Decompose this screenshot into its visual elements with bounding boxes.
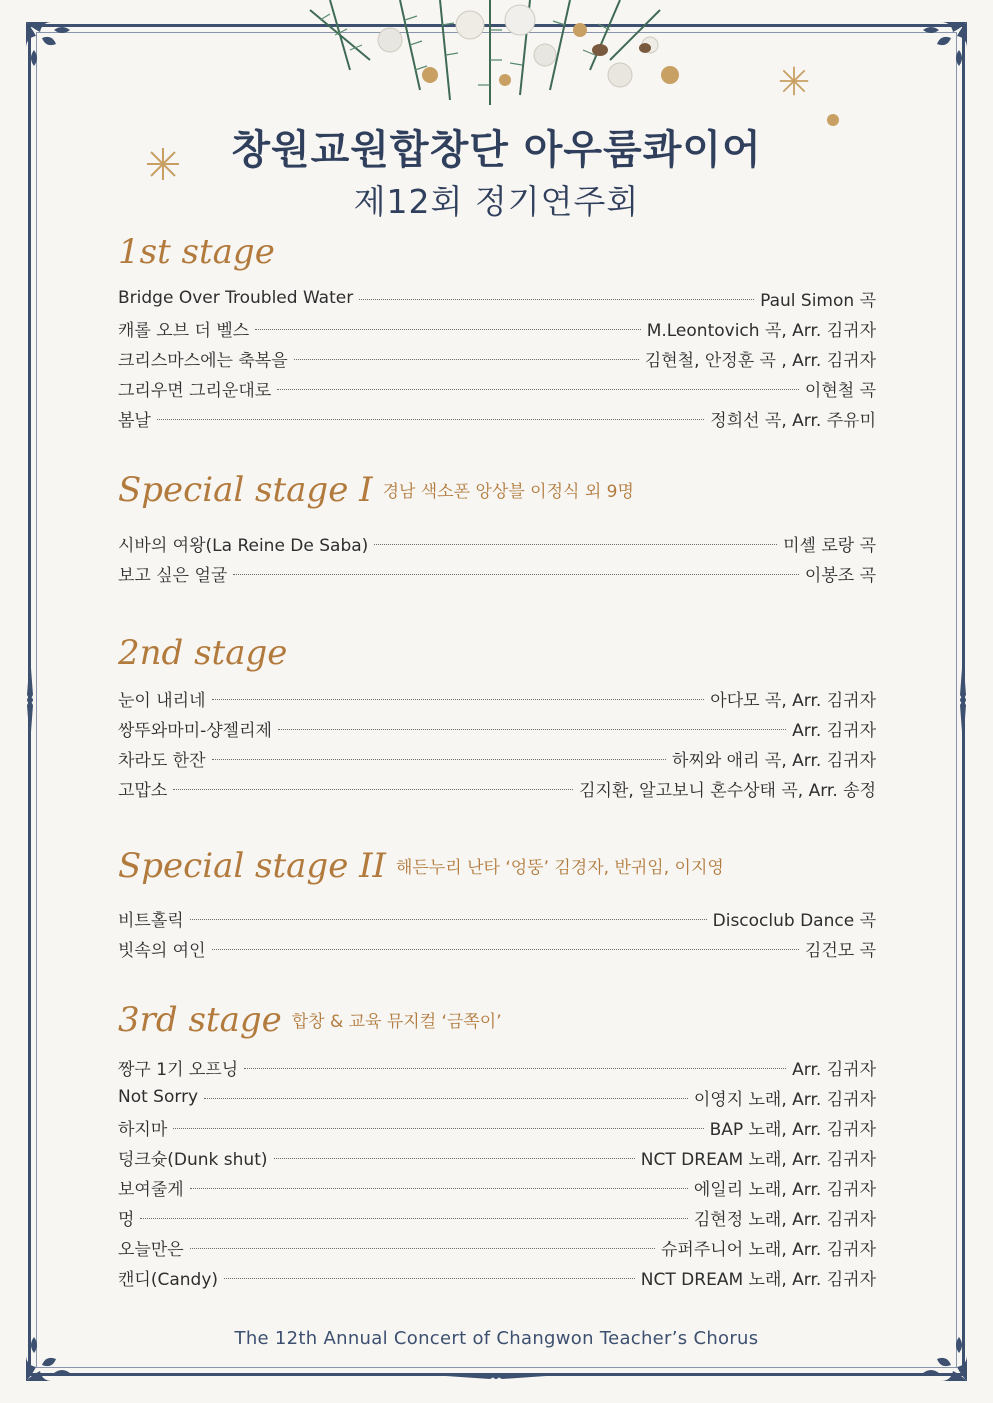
piece-title: 크리스마스에는 축복을 bbox=[118, 350, 288, 371]
side-ornament-icon bbox=[953, 655, 973, 745]
piece-title: 캔디(Candy) bbox=[118, 1269, 219, 1290]
dot-leader bbox=[233, 574, 799, 575]
piece-credit: NCT DREAM 노래, Arr. 김귀자 bbox=[640, 1149, 876, 1170]
piece-credit: Paul Simon 곡 bbox=[760, 290, 876, 311]
piece-title: 하지마 bbox=[118, 1119, 168, 1140]
stage-title: 2nd stage bbox=[118, 633, 288, 673]
piece-title: 멍 bbox=[118, 1209, 135, 1230]
program-row bbox=[118, 1205, 876, 1229]
program-row bbox=[118, 716, 876, 740]
stage-heading bbox=[118, 470, 634, 510]
program-row bbox=[118, 376, 876, 400]
piece-credit: 김지환, 알고보니 혼수상태 곡, Arr. 송정 bbox=[579, 780, 876, 801]
program-row bbox=[118, 346, 876, 370]
piece-title: 그리우면 그리운대로 bbox=[118, 380, 272, 401]
dot-leader bbox=[173, 789, 573, 790]
piece-title: 비트홀릭 bbox=[118, 910, 184, 931]
piece-title: 차라도 한잔 bbox=[118, 750, 206, 771]
stage-heading bbox=[118, 633, 287, 673]
program-row bbox=[118, 1115, 876, 1139]
dot-leader bbox=[190, 1248, 655, 1249]
piece-credit: Arr. 김귀자 bbox=[792, 1059, 876, 1080]
piece-title: 쌍뚜와마미-샹젤리제 bbox=[118, 720, 272, 741]
page-title: 창원교원합창단 아우룸콰이어 bbox=[231, 127, 762, 173]
piece-credit: 아다모 곡, Arr. 김귀자 bbox=[710, 690, 876, 711]
bottom-ornament-icon bbox=[446, 1368, 546, 1384]
dot-leader bbox=[224, 1278, 635, 1279]
piece-title: 눈이 내리네 bbox=[118, 690, 206, 711]
dot-leader bbox=[274, 1158, 635, 1159]
dot-leader bbox=[278, 729, 786, 730]
dot-leader bbox=[294, 359, 639, 360]
dot-leader bbox=[212, 759, 667, 760]
piece-title: 캐롤 오브 더 벨스 bbox=[118, 320, 250, 341]
piece-credit: 이현철 곡 bbox=[804, 380, 876, 401]
dot-leader bbox=[140, 1218, 687, 1219]
stage-heading bbox=[118, 1000, 502, 1040]
program-row bbox=[118, 746, 876, 770]
piece-credit: 이봉조 곡 bbox=[804, 565, 876, 586]
stage-title: Special stage I bbox=[118, 470, 373, 510]
dot-leader bbox=[190, 919, 707, 920]
program-row bbox=[118, 286, 876, 310]
dot-leader bbox=[277, 389, 799, 390]
dot-leader bbox=[255, 329, 641, 330]
program-row bbox=[118, 1235, 876, 1259]
program-row bbox=[118, 316, 876, 340]
corner-ornament-icon bbox=[22, 18, 82, 78]
program-row bbox=[118, 406, 876, 430]
piece-credit: 에일리 노래, Arr. 김귀자 bbox=[693, 1179, 876, 1200]
stage-title: 3rd stage bbox=[118, 1000, 282, 1040]
dot-leader bbox=[212, 699, 705, 700]
program-row bbox=[118, 936, 876, 960]
stage-performer-note: 경남 색소폰 앙상블 이정식 외 9명 bbox=[382, 482, 634, 502]
piece-credit: 김현철, 안정훈 곡 , Arr. 김귀자 bbox=[644, 350, 876, 371]
dot-leader bbox=[212, 949, 799, 950]
piece-credit: NCT DREAM 노래, Arr. 김귀자 bbox=[640, 1269, 876, 1290]
piece-credit: 이영지 노래, Arr. 김귀자 bbox=[693, 1089, 876, 1110]
program-row bbox=[118, 1055, 876, 1079]
stage-performer-note: 해든누리 난타 ‘엉뚱’ 김경자, 반귀임, 이지영 bbox=[395, 858, 724, 878]
stage-title: Special stage II bbox=[118, 846, 386, 886]
piece-credit: 미셸 로랑 곡 bbox=[783, 535, 876, 556]
piece-credit: 김현정 노래, Arr. 김귀자 bbox=[693, 1209, 876, 1230]
stage-title: 1st stage bbox=[118, 232, 275, 272]
piece-credit: M.Leontovich 곡, Arr. 김귀자 bbox=[646, 320, 876, 341]
stage-performer-note: 합창 & 교육 뮤지컬 ‘금쪽이’ bbox=[291, 1012, 502, 1032]
piece-credit: Discoclub Dance 곡 bbox=[712, 910, 876, 931]
piece-title: Not Sorry bbox=[118, 1087, 199, 1107]
program-row bbox=[118, 561, 876, 585]
dot-leader bbox=[204, 1098, 688, 1099]
piece-title: 보여줄게 bbox=[118, 1179, 184, 1200]
piece-credit: 김건모 곡 bbox=[804, 940, 876, 961]
piece-credit: 하찌와 애리 곡, Arr. 김귀자 bbox=[672, 750, 876, 771]
piece-title: 짱구 1기 오프닝 bbox=[118, 1059, 239, 1080]
corner-ornament-icon bbox=[911, 18, 971, 78]
program-row bbox=[118, 1145, 876, 1169]
program-row bbox=[118, 1085, 876, 1109]
program-row bbox=[118, 1175, 876, 1199]
piece-title: 고맙소 bbox=[118, 780, 168, 801]
piece-credit: BAP 노래, Arr. 김귀자 bbox=[709, 1119, 876, 1140]
piece-title: 오늘만은 bbox=[118, 1239, 184, 1260]
piece-title: 보고 싶은 얼굴 bbox=[118, 565, 228, 586]
dot-leader bbox=[173, 1128, 703, 1129]
pine-wreath-icon bbox=[290, 0, 690, 110]
piece-credit: 슈퍼주니어 노래, Arr. 김귀자 bbox=[661, 1239, 876, 1260]
piece-title: 덩크슛(Dunk shut) bbox=[118, 1149, 268, 1170]
dot-leader bbox=[359, 299, 754, 300]
footer-caption: The 12th Annual Concert of Changwon Teacher’s Chorus bbox=[234, 1328, 759, 1349]
program-row bbox=[118, 906, 876, 930]
side-ornament-icon bbox=[20, 655, 40, 745]
dot-leader bbox=[190, 1188, 688, 1189]
piece-title: 봄날 bbox=[118, 410, 151, 431]
stage-heading bbox=[118, 846, 724, 886]
piece-credit: Arr. 김귀자 bbox=[792, 720, 876, 741]
dot-leader bbox=[244, 1068, 786, 1069]
piece-title: 시바의 여왕(La Reine De Saba) bbox=[118, 535, 369, 556]
program-row bbox=[118, 1265, 876, 1289]
stage-heading bbox=[118, 232, 275, 272]
piece-credit: 정희선 곡, Arr. 주유미 bbox=[710, 410, 876, 431]
piece-title: 빗속의 여인 bbox=[118, 940, 206, 961]
dot-leader bbox=[374, 544, 777, 545]
dot-leader bbox=[157, 419, 704, 420]
piece-title: Bridge Over Troubled Water bbox=[118, 288, 354, 308]
snowflake-icon bbox=[778, 65, 810, 97]
program-row bbox=[118, 776, 876, 800]
program-row bbox=[118, 686, 876, 710]
program-row bbox=[118, 531, 876, 555]
page-subtitle: 제12회 정기연주회 bbox=[353, 182, 640, 221]
